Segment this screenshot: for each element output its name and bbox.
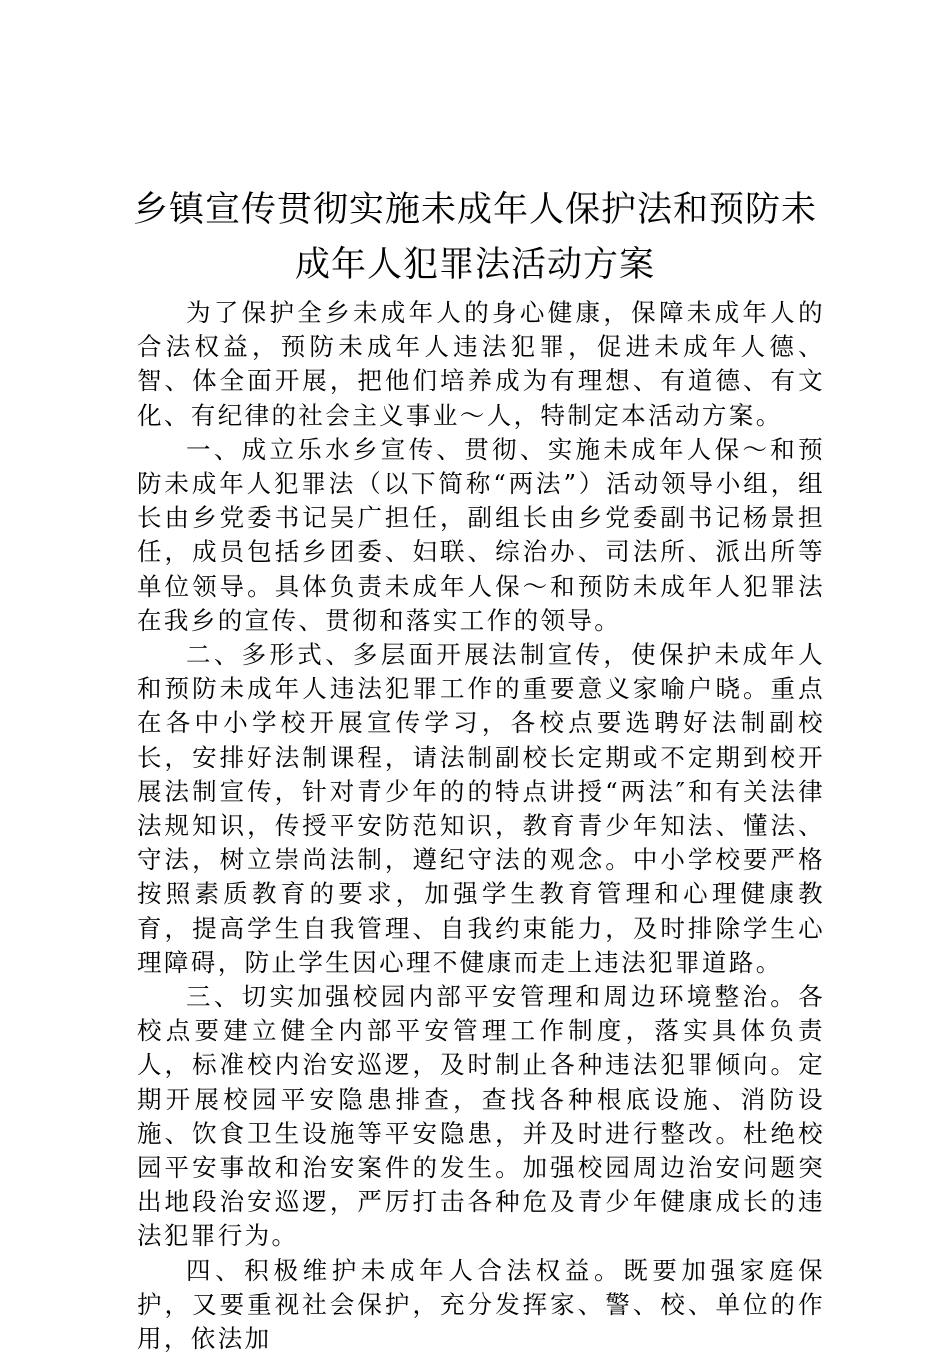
paragraph-intro: 为了保护全乡未成年人的身心健康，保障未成年人的合法权益，预防未成年人违法犯罪，促进未成年人德、智、体全面开展，把他们培养成为有理想、有道德、有文化、有纪律的社会主义事业～人，特制定本活动方案。 (137, 298, 825, 430)
paragraph-section-1: 一、成立乐水乡宣传、贯彻、实施未成年人保～和预防未成年人犯罪法（以下简称“两法”）活动领导小组，组长由乡党委书记吴广担任，副组长由乡党委副书记杨景担任，成员包括乡团委、妇联、综治办、司法所、派出所等单位领导。具体负责未成年人保～和预防未成年人犯罪法在我乡的宣传、贯彻和落实工作的领导。 (137, 434, 825, 635)
document-body (137, 296, 825, 1356)
paragraph-section-4: 四、积极维护未成年人合法权益。既要加强家庭保护，又要重视社会保护，充分发挥家、警、校、单位的作用，依法加 (137, 1255, 825, 1354)
document-title-line-2: 成年人犯罪法活动方案 (294, 245, 655, 285)
document-title-line-1: 乡镇宣传贯彻实施未成年人保护法和预防未 (132, 190, 817, 230)
paragraph-section-2: 二、多形式、多层面开展法制宣传，使保护未成年人和预防未成年人违法犯罪工作的重要意义家喻户晓。重点在各中小学校开展宣传学习，各校点要选聘好法制副校长，安排好法制课程，请法制副校长定期或不定期到校开展法制宣传，针对青少年的的特点讲授“两法″和有关法律法规知识，传授平安防范知识，教育青少年知法、懂法、守法，树立崇尚法制，遵纪守法的观念。中小学校要严格按照素质教育的要求，加强学生教育管理和心理健康教育，提高学生自我管理、自我约束能力，及时排除学生心理障碍，防止学生因心理不健康而走上违法犯罪道路。 (137, 640, 825, 977)
paragraph-section-3: 三、切实加强校园内部平安管理和周边环境整治。各校点要建立健全内部平安管理工作制度，落实具体负责人，标准校内治安巡逻，及时制止各种违法犯罪倾向。定期开展校园平安隐患排查，查找各种根底设施、消防设施、饮食卫生设施等平安隐患，并及时进行整改。杜绝校园平安事故和治安案件的发生。加强校园周边治安问题突出地段治安巡逻，严厉打击各种危及青少年健康成长的违法犯罪行为。 (137, 982, 825, 1251)
